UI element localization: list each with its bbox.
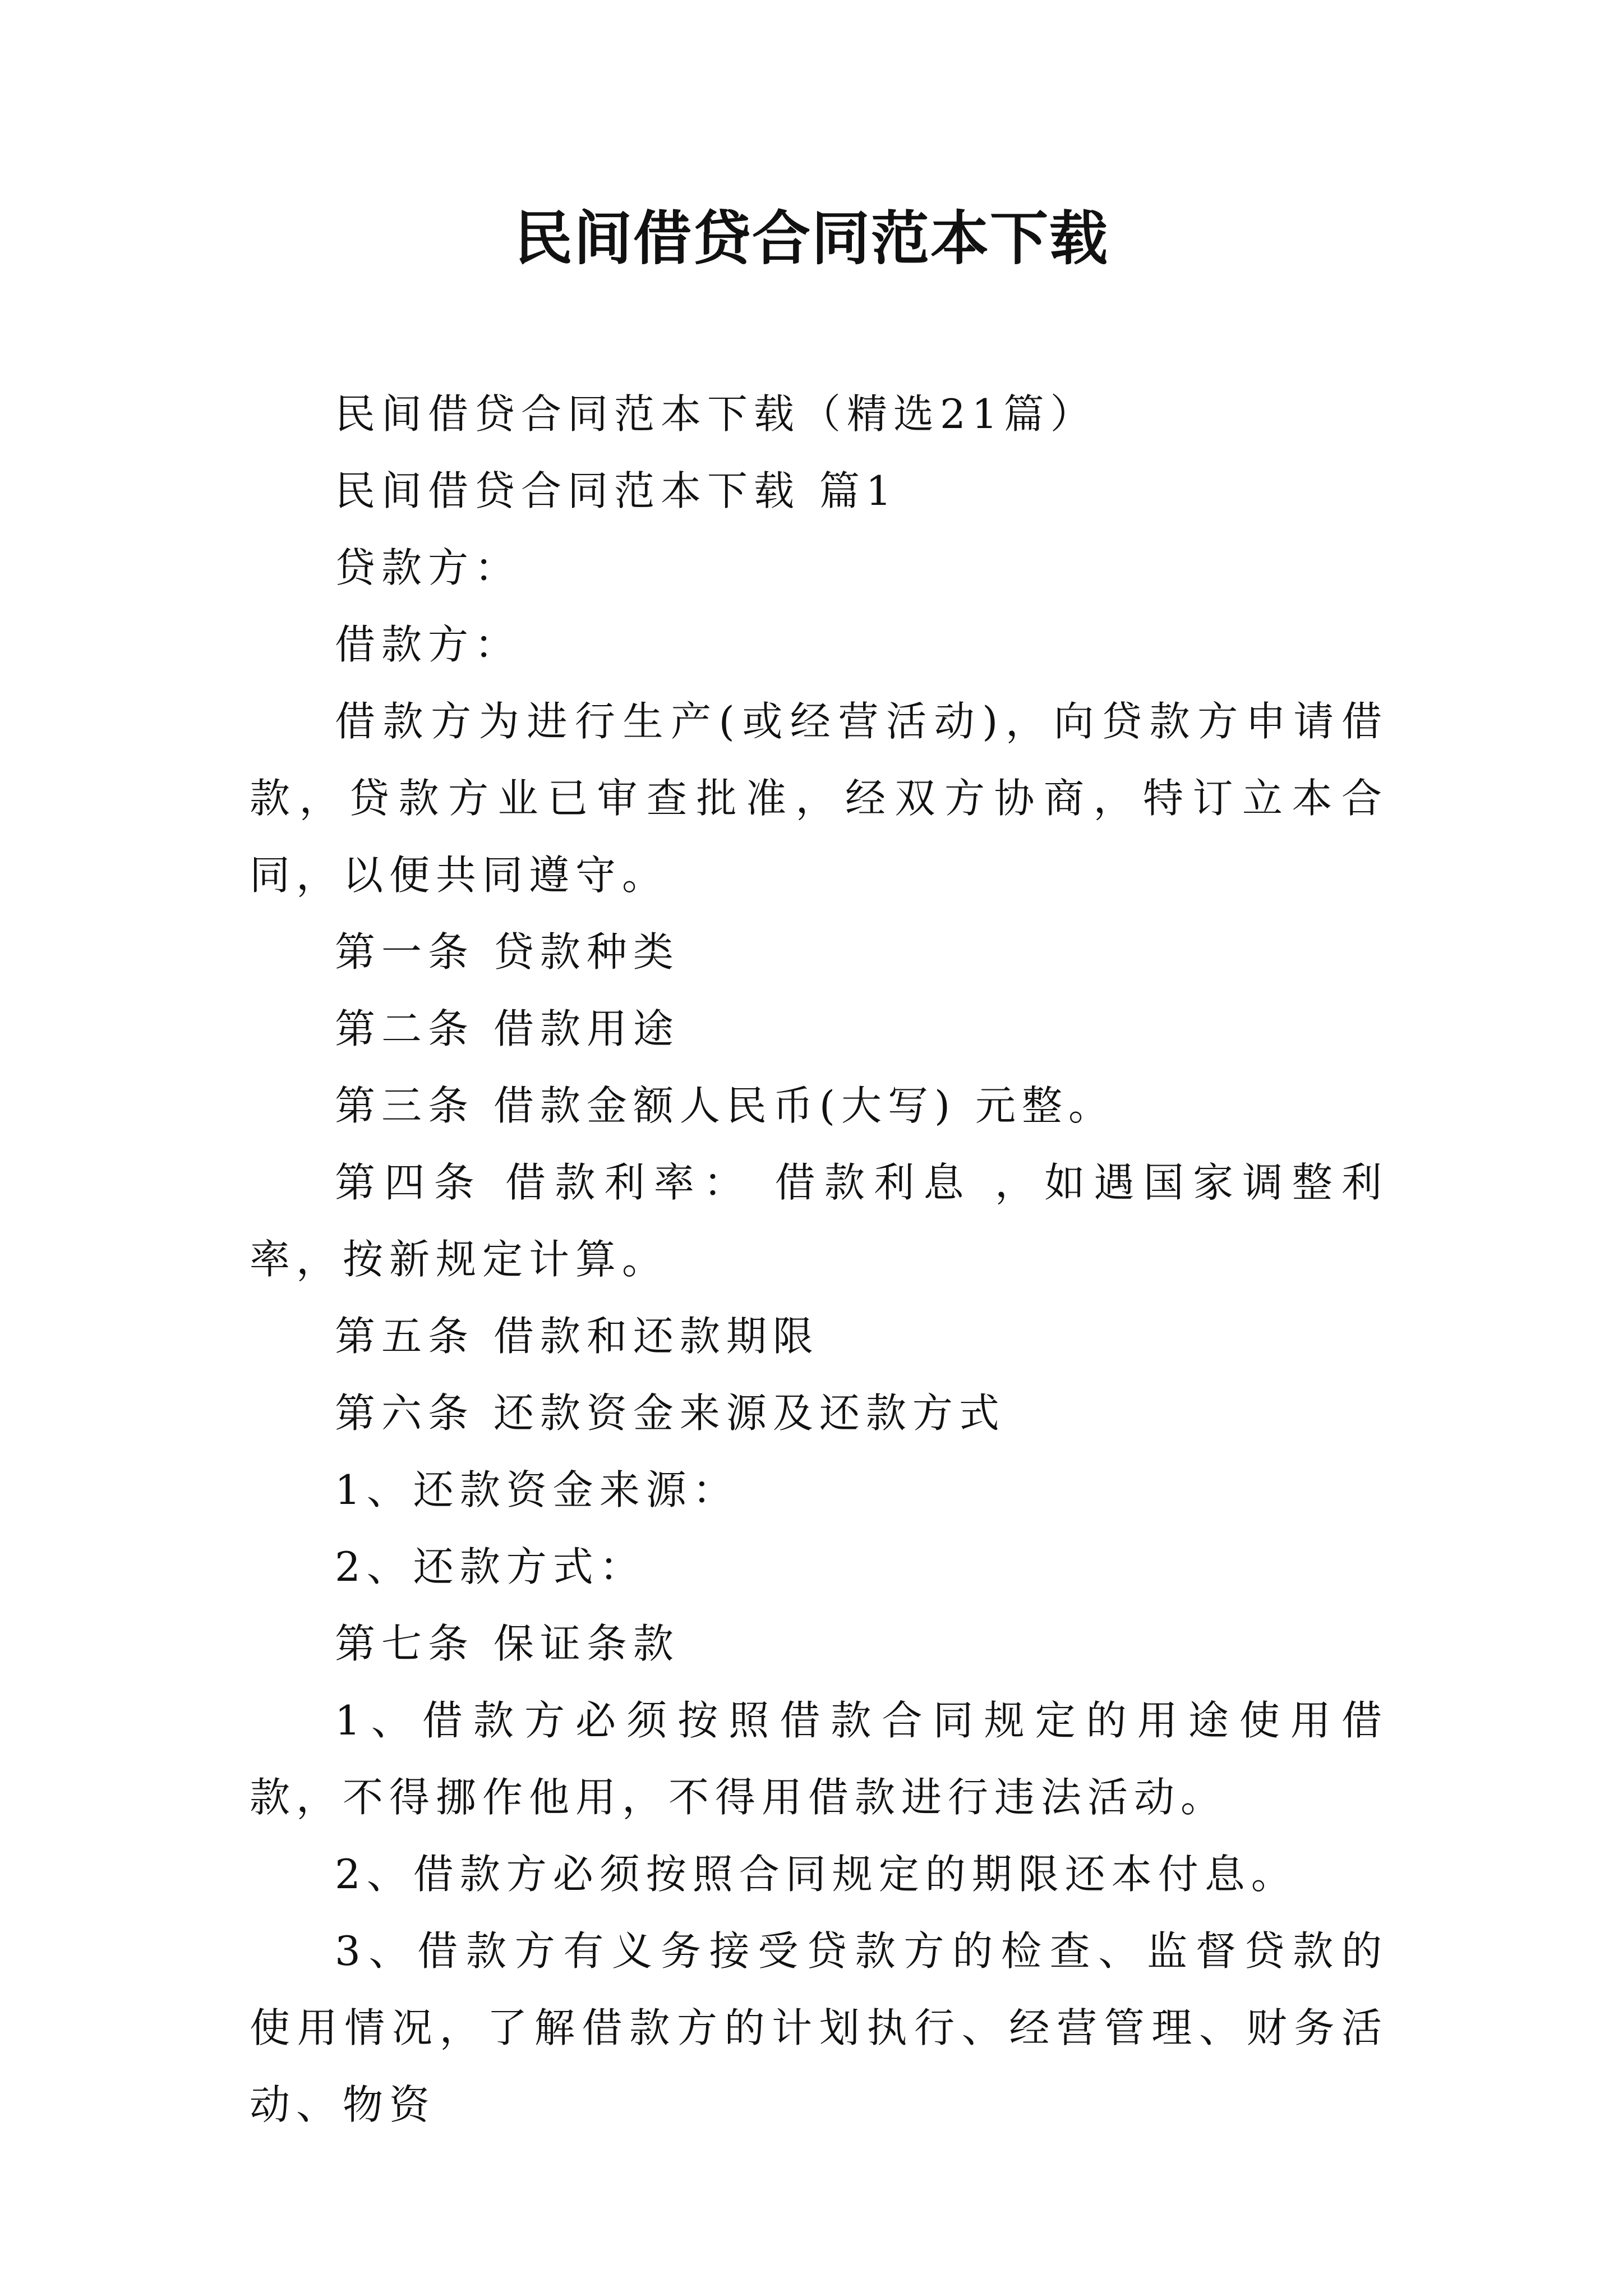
paragraph-article-1: 第一条 贷款种类 bbox=[335, 928, 680, 976]
paragraph-article-3: 第三条 借款金额人民币(大写) 元整。 bbox=[335, 1082, 1115, 1129]
document-title: 民间借贷合同范本下载 bbox=[514, 204, 1109, 273]
paragraph-borrower: 借款方： bbox=[335, 621, 522, 668]
paragraph-article-5: 第五条 借款和还款期限 bbox=[335, 1313, 819, 1360]
paragraph-article-6: 第六条 还款资金来源及还款方式 bbox=[335, 1389, 1006, 1437]
paragraph-repayment-method: 2、还款方式： bbox=[335, 1543, 646, 1590]
paragraph-article-7: 第七条 保证条款 bbox=[335, 1620, 680, 1667]
paragraph-guarantee-2: 2、借款方必须按照合同规定的期限还本付息。 bbox=[335, 1851, 1298, 1898]
paragraph-preamble: 借款方为进行生产(或经营活动)，向贷款方申请借款，贷款方业已审查批准，经双方协商，特订立本合同，以便共同遵守。 bbox=[250, 698, 1388, 899]
paragraph-article-4: 第四条 借款利率： 借款利息 ，如遇国家调整利率，按新规定计算。 bbox=[250, 1159, 1388, 1283]
paragraph-guarantee-3: 3、借款方有义务接受贷款方的检查、监督贷款的使用情况，了解借款方的计划执行、经营管理、财务活动、物资 bbox=[250, 1927, 1388, 2128]
paragraph-guarantee-1: 1、借款方必须按照借款合同规定的用途使用借款，不得挪作他用，不得用借款进行违法活动。 bbox=[250, 1697, 1388, 1821]
paragraph-section-heading: 民间借贷合同范本下载 篇1 bbox=[335, 467, 898, 514]
paragraph-intro-title: 民间借贷合同范本下载（精选21篇） bbox=[335, 390, 1097, 438]
paragraph-repayment-source: 1、还款资金来源： bbox=[335, 1466, 739, 1513]
paragraph-article-2: 第二条 借款用途 bbox=[335, 1005, 680, 1052]
paragraph-lender: 贷款方： bbox=[335, 544, 522, 591]
document-body bbox=[250, 376, 1388, 2143]
